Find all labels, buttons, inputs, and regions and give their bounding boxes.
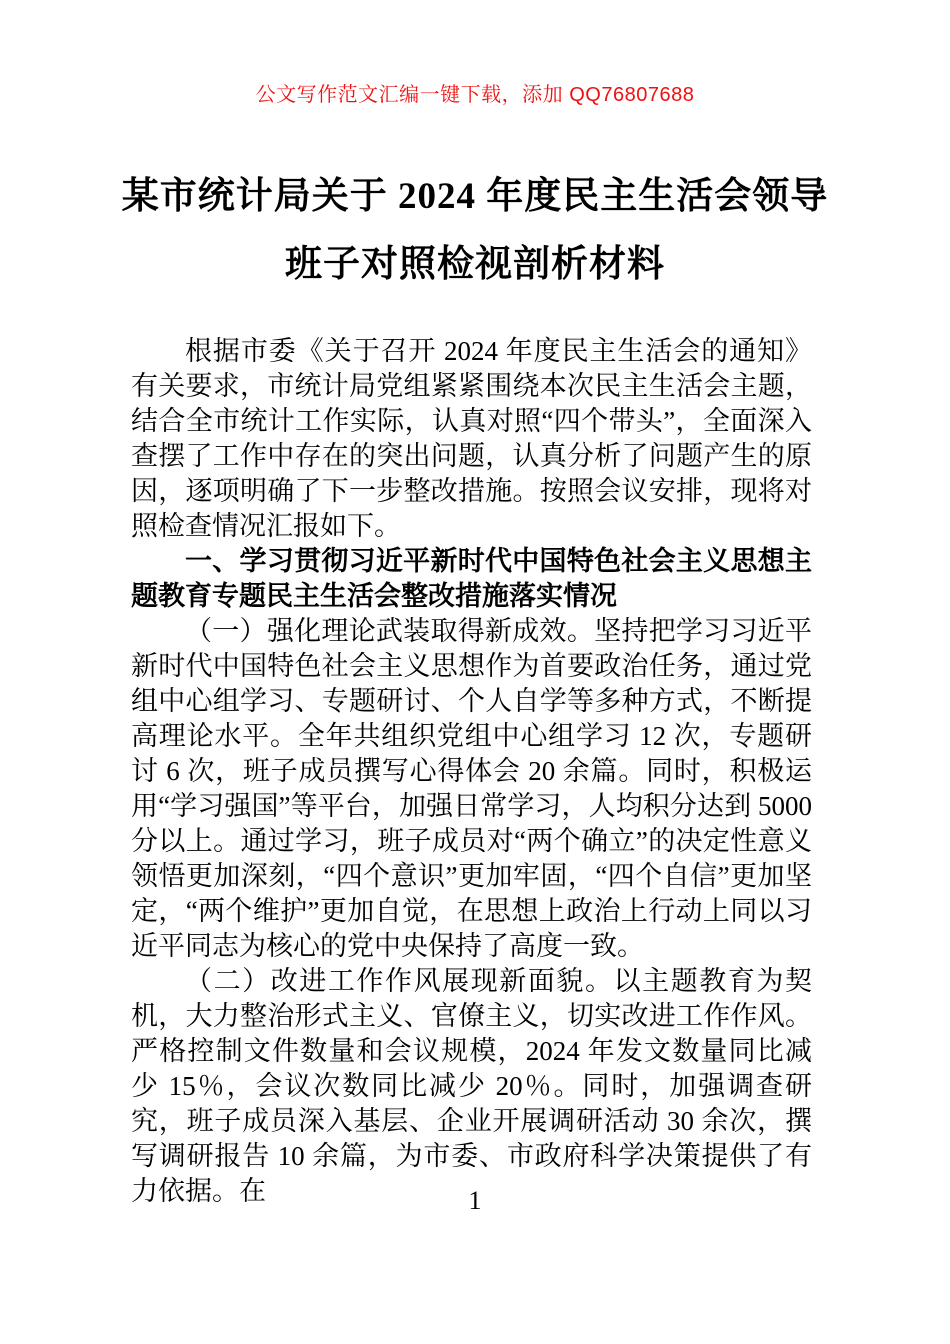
document-title: [0, 163, 950, 299]
section-heading-1: 一、学习贯彻习近平新时代中国特色社会主义思想主题教育专题民主生活会整改措施落实情况: [131, 546, 812, 611]
document-title-line-2: 班子对照检视剖析材料: [285, 244, 665, 285]
paragraph-subsection-2: （二）改进工作作风展现新面貌。以主题教育为契机，大力整治形式主义、官僚主义，切实改进工作作风。严格控制文件数量和会议规模，2024 年发文数量同比减少 15％，会议次数同比减少 20％。同时，加强调查研究，班子成员深入基层、企业开展调研活动 30 余次，撰写调研报告 10 余篇，为市委、市政府科学决策提供了有力依据。在: [131, 966, 812, 1206]
paragraph-intro: 根据市委《关于召开 2024 年度民主生活会的通知》有关要求，市统计局党组紧紧围绕本次民主生活会主题，结合全市统计工作实际，认真对照“四个带头”，全面深入查摆了工作中存在的突出问题，认真分析了问题产生的原因，逐项明确了下一步整改措施。按照会议安排，现将对照检查情况汇报如下。: [131, 336, 812, 541]
document-body: [131, 334, 812, 1209]
promo-notice: 公文写作范文汇编一键下载，添加 QQ76807688: [255, 84, 695, 106]
document-title-line-1: 某市统计局关于 2024 年度民主生活会领导: [121, 176, 829, 217]
page-number: 1: [468, 1186, 482, 1215]
paragraph-subsection-1: （一）强化理论武装取得新成效。坚持把学习习近平新时代中国特色社会主义思想作为首要政治任务，通过党组中心组学习、专题研讨、个人自学等多种方式，不断提高理论水平。全年共组织党组中心组学习 12 次，专题研讨 6 次，班子成员撰写心得体会 20 余篇。同时，积极运用“学习强国”等平台，加强日常学习，人均积分达到 5000 分以上。通过学习，班子成员对“两个确立”的决定性意义领悟更加深刻，“四个意识”更加牢固，“四个自信”更加坚定，“两个维护”更加自觉，在思想上政治上行动上同以习近平同志为核心的党中央保持了高度一致。: [131, 616, 812, 961]
